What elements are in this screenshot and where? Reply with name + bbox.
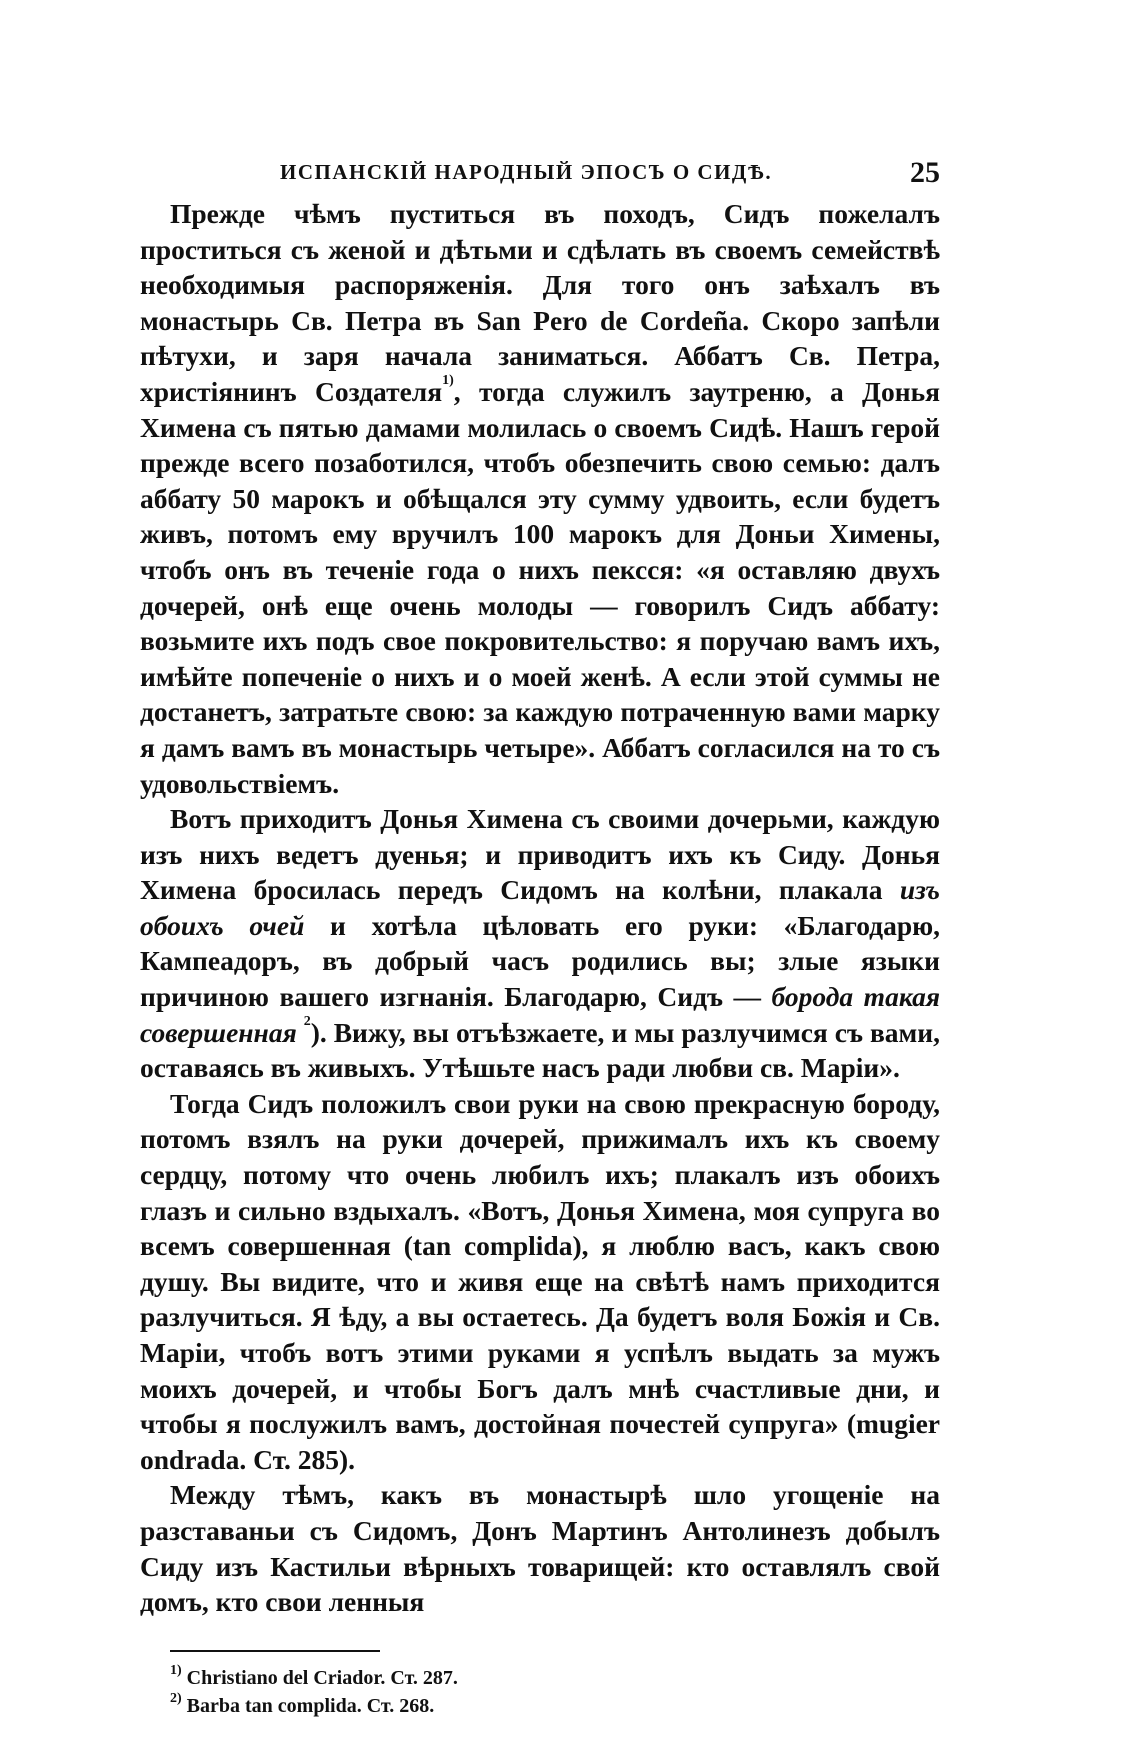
paragraph-text: , тогда служилъ заутреню, а Донья Химена съ пятью дамами молилась о своемъ Сидѣ. Нашъ герой прежде всего позаботился, чтобъ обезпечить свою семью: далъ аббату 50 марокъ и обѣщался эту сумму удвоить, если будетъ живъ, потомъ ему вручилъ 100 марокъ для Доньи Химены, чтобъ онъ въ теченіе года о нихъ пексся: «я оставляю двухъ дочерей, онѣ еще очень молоды — говорилъ Сидъ аббату: возьмите ихъ подъ свое покровительство: я поручаю вамъ ихъ, имѣйте попеченіе о нихъ и о моей женѣ. А если этой суммы не достанетъ, затратьте свою: за каждую потраченную вами марку я дамъ вамъ въ монастырь четыре». Аббатъ согласился на то съ удовольствіемъ.	[140, 375, 940, 799]
paragraph-text: Вотъ приходитъ Донья Химена съ своими дочерьми, каждую изъ нихъ ведетъ дуенья; и приводитъ ихъ къ Сиду. Донья Химена бросилась передъ Сидомъ на колѣни, плакала	[140, 803, 940, 906]
footnote-ref: 1)	[442, 372, 454, 388]
paragraph: Тогда Сидъ положилъ свои руки на свою прекрасную бороду, потомъ взялъ на руки дочерей, прижималъ ихъ къ своему сердцу, потому что очень любилъ ихъ; плакалъ изъ обоихъ глазъ и сильно вздыхалъ. «Вотъ, Донья Химена, моя супруга во всемъ совершенная (tan complida), я люблю васъ, какъ свою душу. Вы видите, что и живя еще на свѣтѣ намъ приходится разлучиться. Я ѣду, а вы остаетесь. Да будетъ воля Божія и Св. Маріи, чтобъ вотъ этими руками я успѣлъ выдать за мужъ моихъ дочерей, и чтобы Богъ далъ мнѣ счастливые дни, и чтобы я послужилъ вамъ, достойная почестей супруга» (mugier ondrada. Ст. 285).	[140, 1087, 940, 1475]
footnote	[170, 1692, 940, 1720]
footnote-number: 2)	[170, 1690, 182, 1706]
body-text	[140, 196, 940, 1620]
footnote-text: Barba tan complida. Ст. 268.	[186, 1694, 435, 1717]
paragraph-text: Прежде чѣмъ пуститься въ походъ, Сидъ пожелалъ проститься съ женой и дѣтьми и сдѣлать въ своемъ семействѣ необходимыя распоряженія. Для того онъ заѣхалъ въ монастырь Св. Петра въ San Pero de Cordeña. Скоро запѣли пѣтухи, и заря начала заниматься. Аббатъ Св. Петра, христіянинъ Создателя	[140, 198, 940, 407]
footnote-mark: 2	[170, 1690, 177, 1706]
paragraph-text: ). Вижу, вы отъѣзжаете, и мы разлучимся съ вами, оставаясь въ живыхъ. Утѣшьте насъ ради любви св. Маріи».	[140, 1016, 941, 1084]
page-number: 25	[910, 156, 940, 189]
footnote-mark: 1	[170, 1662, 177, 1678]
footnote-ref-number: 2	[303, 1013, 311, 1029]
italic-phrase: изъ обоихъ очей	[140, 874, 940, 941]
paragraph	[140, 196, 940, 801]
paragraph	[140, 801, 940, 1086]
footnote-number: 1)	[170, 1662, 182, 1678]
running-head: ИСПАНСКІЙ НАРОДНЫЙ ЭПОСЪ О СИДѢ.	[280, 160, 773, 184]
footnote-text: Christiano del Criador. Ст. 287.	[186, 1666, 458, 1689]
page-header	[140, 150, 940, 196]
book-page	[140, 150, 940, 1720]
paragraph: Между тѣмъ, какъ въ монастырѣ шло угощеніе на разставаньи съ Сидомъ, Донъ Мартинъ Антолинезъ добылъ Сиду изъ Кастильи вѣрныхъ товарищей: кто оставлялъ свой домъ, кто свои ленныя	[140, 1479, 940, 1618]
footnote	[170, 1664, 940, 1692]
paragraph-text: и хотѣла цѣловать его руки: «Благодарю, Кампеадоръ, въ добрый часъ родились вы; злые языки причиною вашего изгнанія. Благодарю, Сидъ —	[140, 909, 941, 1013]
italic-phrase: борода такая совершенная	[140, 981, 940, 1048]
footnote-ref-number: 1	[442, 372, 450, 388]
footnote-divider	[170, 1650, 380, 1652]
